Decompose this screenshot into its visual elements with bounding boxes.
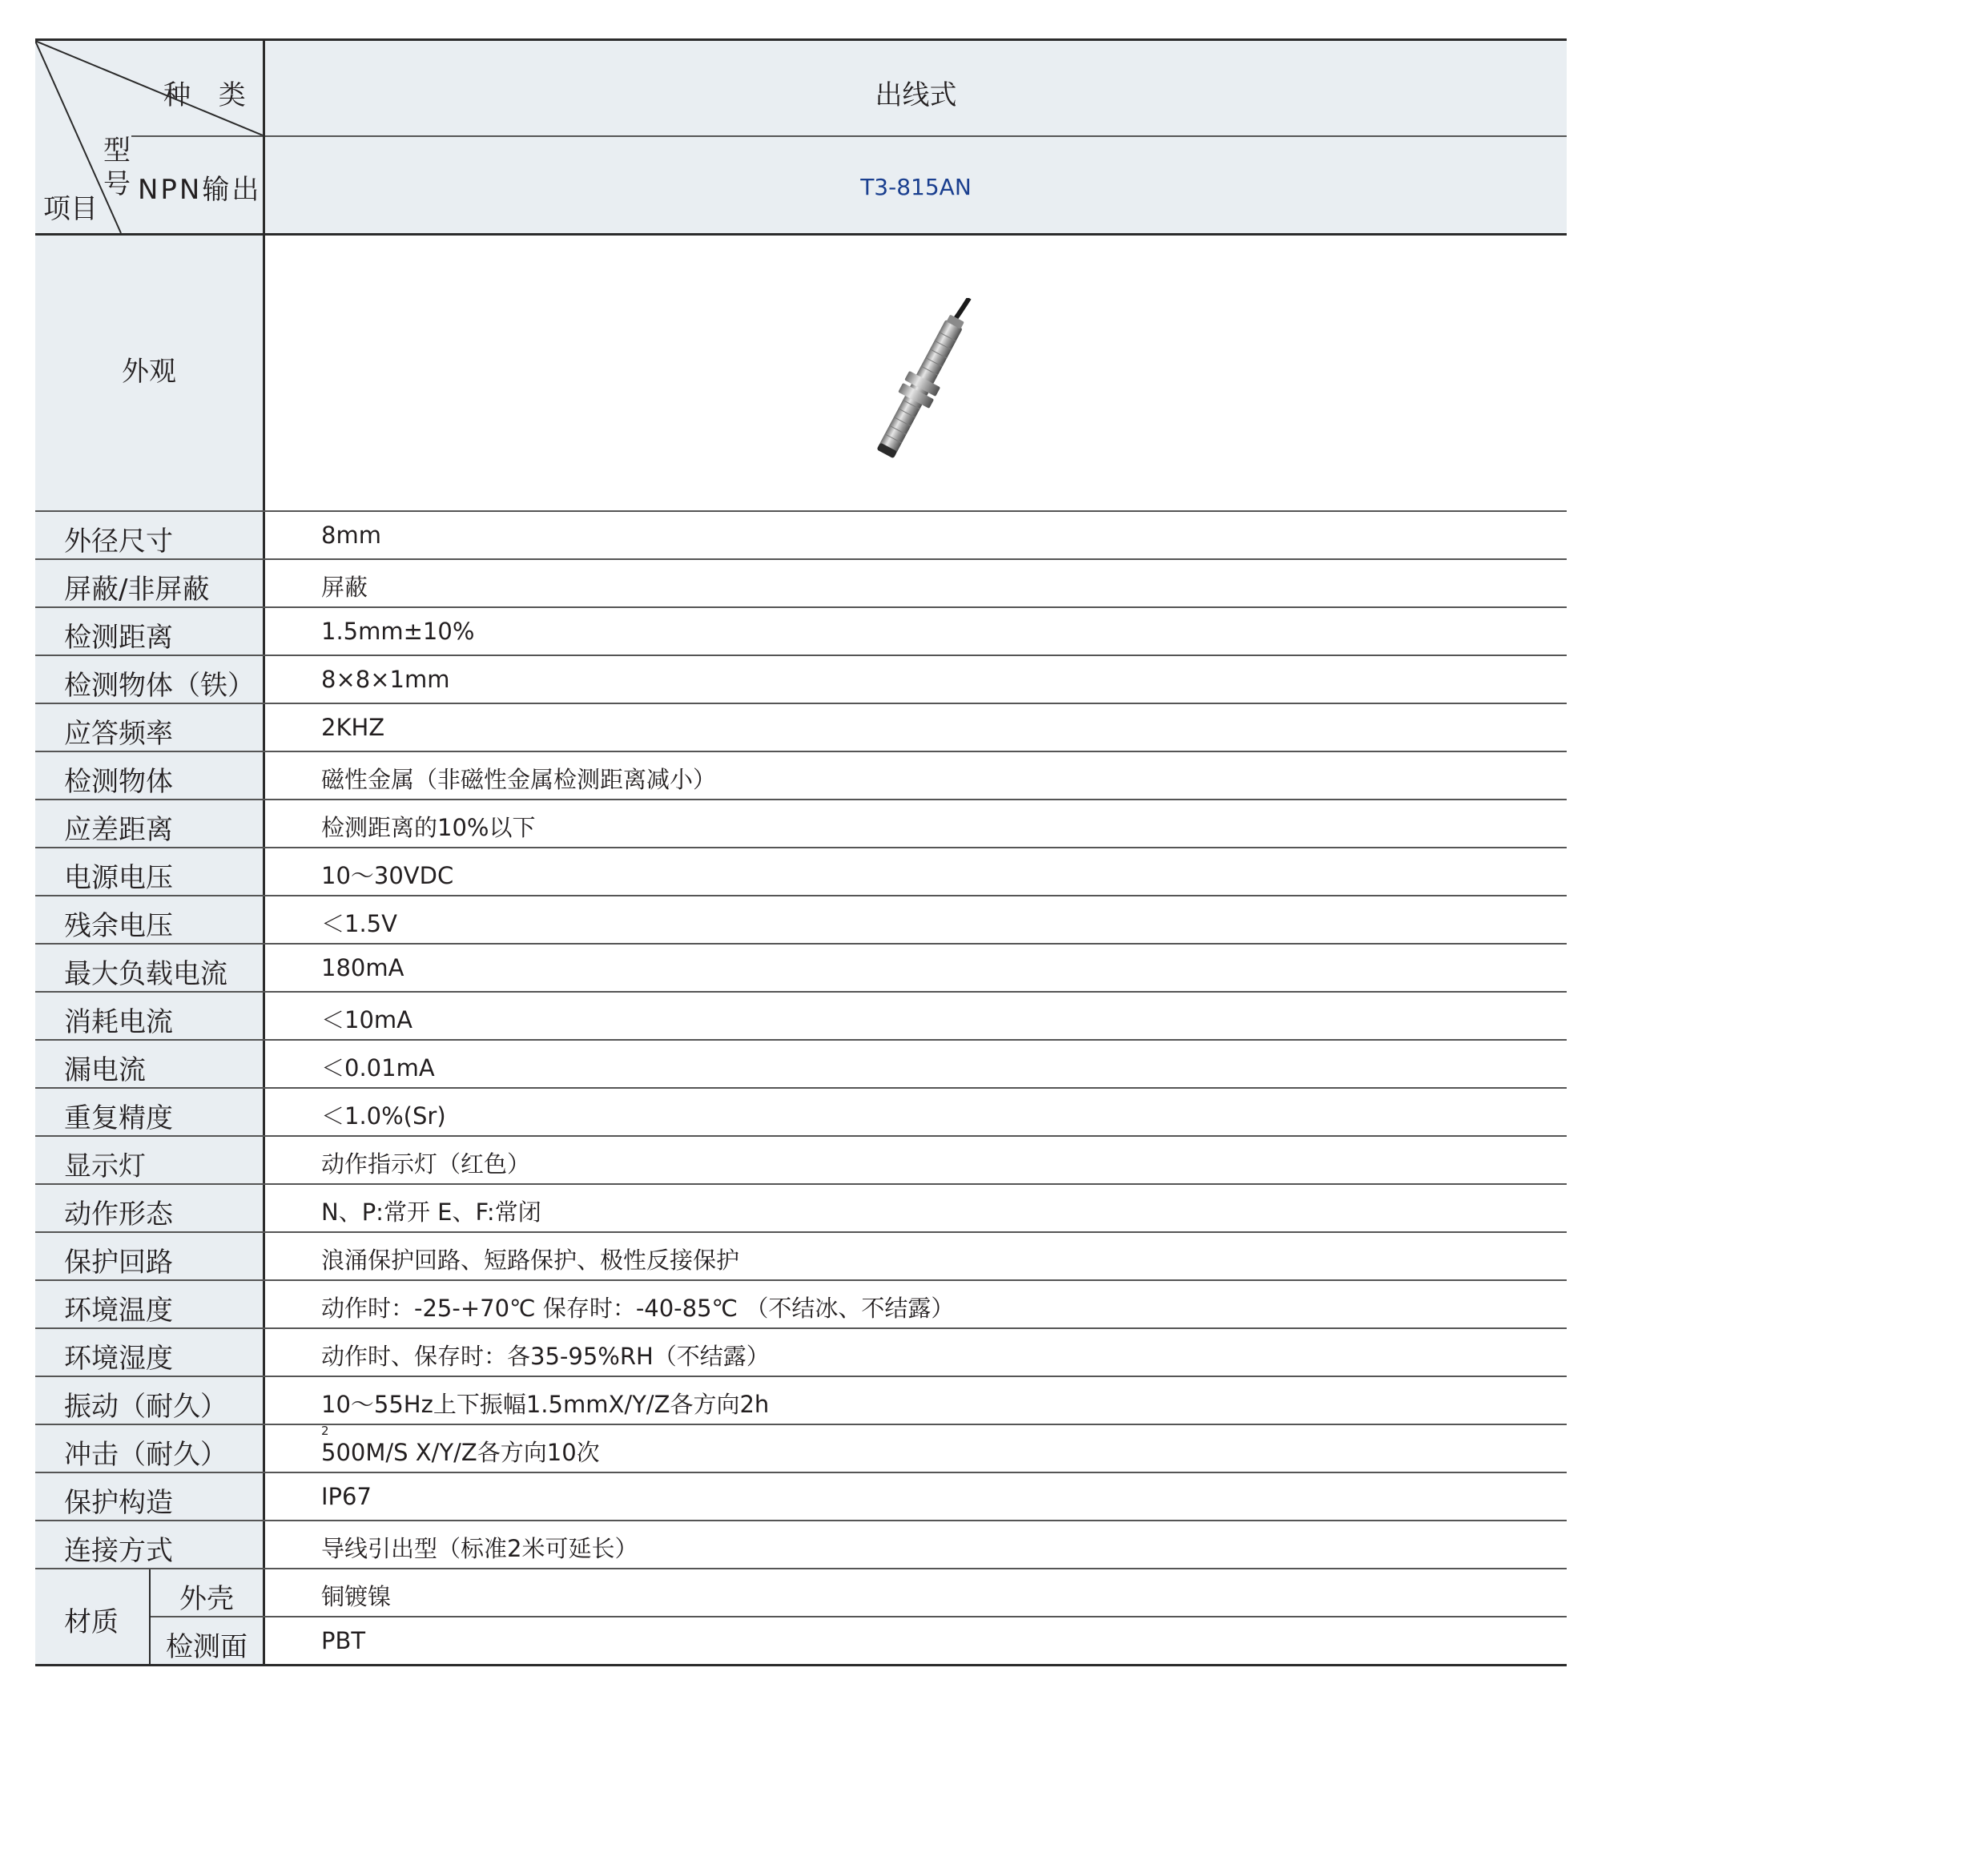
table-row — [35, 656, 1567, 704]
table-row — [35, 1329, 1567, 1377]
row-value: 2KHZ — [321, 714, 385, 741]
row-label: 屏蔽/非屏蔽 — [64, 574, 210, 606]
spec-rows — [35, 512, 1567, 1569]
material-shell-value: 铜镀镍 — [321, 1583, 392, 1610]
type-value: 出线式 — [875, 79, 957, 111]
row-value: 动作指示灯（红色） — [321, 1150, 531, 1178]
appearance-row — [35, 236, 1567, 512]
row-value: ＜10mA — [321, 1006, 412, 1033]
row-value: 8×8×1mm — [321, 666, 450, 693]
table-row — [35, 560, 1567, 608]
table-row — [35, 1377, 1567, 1425]
table-row — [35, 1521, 1567, 1569]
row-value: 检测距离的10%以下 — [321, 814, 536, 841]
row-value: 500M/S X/Y/Z各方向10次 — [321, 1439, 600, 1466]
row-label: 振动（耐久） — [64, 1391, 227, 1423]
row-value-superscript: 2 — [321, 1424, 329, 1438]
row-value: 180mA — [321, 954, 404, 981]
row-label: 保护回路 — [64, 1247, 173, 1279]
npn-output-label: NPN输出 — [138, 174, 262, 206]
row-label: 环境温度 — [64, 1295, 173, 1327]
material-shell-label: 外壳 — [179, 1583, 234, 1615]
table-row — [35, 896, 1567, 945]
row-value: ＜1.5V — [321, 910, 397, 937]
row-label: 漏电流 — [64, 1054, 146, 1086]
material-label: 材质 — [64, 1606, 119, 1638]
row-label: 消耗电流 — [64, 1006, 173, 1038]
header-column-divider — [263, 41, 265, 233]
item-label: 项目 — [43, 193, 98, 225]
row-value: 10～55Hz上下振幅1.5mmX/Y/Z各方向2h — [321, 1391, 770, 1418]
row-label: 重复精度 — [64, 1102, 173, 1134]
header-left-divider — [131, 135, 263, 137]
type-label: 种 类 — [163, 79, 256, 111]
row-value: ＜1.0%(Sr) — [321, 1102, 446, 1130]
row-value: 1.5mm±10% — [321, 618, 475, 645]
table-row — [35, 800, 1567, 848]
table-row — [35, 1233, 1567, 1281]
table-row — [35, 1185, 1567, 1233]
header-row-divider — [265, 135, 1567, 137]
row-label: 检测物体（铁） — [64, 670, 255, 702]
spec-table — [35, 38, 1567, 1666]
model-value: T3-815AN — [860, 174, 972, 200]
table-row — [35, 608, 1567, 656]
row-value: 8mm — [321, 522, 381, 549]
material-sensing-face-label: 检测面 — [166, 1631, 247, 1663]
row-value: 10～30VDC — [321, 862, 454, 889]
table-row — [35, 752, 1567, 800]
row-label: 应答频率 — [64, 718, 173, 750]
material-row — [35, 1569, 1567, 1666]
material-sensing-face-value: PBT — [321, 1627, 366, 1654]
row-value: 动作时：-25-+70℃ 保存时：-40-85℃ （不结冰、不结露） — [321, 1295, 955, 1322]
row-label: 检测物体 — [64, 766, 173, 798]
row-value: 浪涌保护回路、短路保护、极性反接保护 — [321, 1247, 740, 1274]
model-label: 型 号 — [103, 135, 131, 200]
row-value: 磁性金属（非磁性金属检测距离减小） — [321, 766, 717, 793]
row-label: 电源电压 — [64, 862, 173, 894]
table-row — [35, 1473, 1567, 1521]
row-label: 残余电压 — [64, 910, 173, 942]
row-label: 检测距离 — [64, 622, 173, 654]
row-label: 应差距离 — [64, 814, 173, 846]
table-row — [35, 704, 1567, 752]
table-row — [35, 1425, 1567, 1473]
row-label: 连接方式 — [64, 1535, 173, 1567]
table-row — [35, 1281, 1567, 1329]
table-row — [35, 848, 1567, 896]
row-value: 动作时、保存时：各35-95%RH（不结露） — [321, 1343, 770, 1370]
row-value: IP67 — [321, 1483, 372, 1510]
appearance-label: 外观 — [122, 356, 176, 388]
row-label: 外径尺寸 — [64, 526, 173, 558]
table-row — [35, 1089, 1567, 1137]
row-value: N、P:常开 E、F:常闭 — [321, 1198, 541, 1226]
table-row — [35, 1041, 1567, 1089]
row-label: 显示灯 — [64, 1150, 146, 1182]
row-value: 屏蔽 — [321, 574, 368, 601]
proximity-sensor-image — [857, 298, 985, 474]
table-header — [35, 38, 1567, 236]
row-label: 最大负载电流 — [64, 958, 227, 990]
row-label: 冲击（耐久） — [64, 1439, 227, 1471]
table-row — [35, 1137, 1567, 1185]
table-row — [35, 993, 1567, 1041]
row-value: ＜0.01mA — [321, 1054, 435, 1082]
row-label: 动作形态 — [64, 1198, 173, 1231]
table-row — [35, 945, 1567, 993]
row-value: 导线引出型（标准2米可延长） — [321, 1535, 638, 1562]
row-label: 环境湿度 — [64, 1343, 173, 1375]
row-label: 保护构造 — [64, 1487, 173, 1519]
table-row — [35, 512, 1567, 560]
